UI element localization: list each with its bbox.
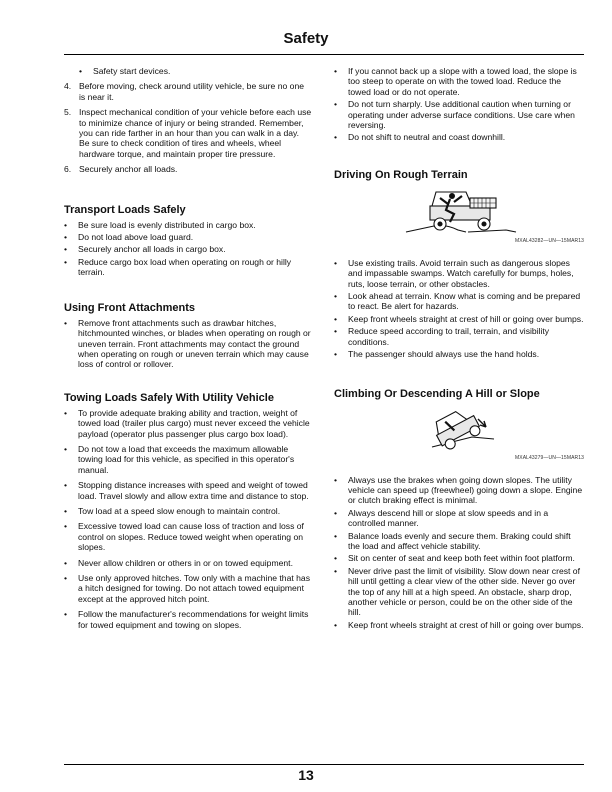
intro-bullet-text: Safety start devices. [93,66,171,76]
list-item-text: To provide adequate braking ability and traction, weight of towed load (trailer plus cargo) must never exceed the vehicle payload (operator plus passenger plus cargo box load). [78,407,310,439]
item-text: Inspect mechanical condition of your vehicle before each use to minimize chance of injury or being stranded. Remember, you can ride farther in an hour than you can walk in a day. [79,107,312,139]
towing-list [64,408,312,630]
item-number: 6. [64,164,72,175]
bullet-mark: • [334,313,338,324]
section-title-rough-terrain: Driving On Rough Terrain [334,168,468,181]
bullet-mark: • [64,443,68,454]
list-item [64,609,312,630]
item-number: 5. [64,107,72,118]
bullet-mark: • [334,99,338,110]
list-item [64,506,312,516]
list-item-text: Never drive past the limit of visibility. Slow down near crest of hill until getting a clear view of the other side. Never go over the top of any hill at a high speed. An obstacle, sharp drop, another vehicle or person, could be on the other side of the hill. [348,565,580,618]
bullet-mark: • [334,291,338,302]
list-item-text: Follow the manufacturer's recommendations for weight limits for towed equipment and towing on slopes. [78,609,309,630]
item-text-block [79,107,312,159]
list-item-text: Sit on center of seat and keep both feet within foot platform. [348,553,575,564]
list-item-text: Excessive towed load can cause loss of traction and loss of control on slopes. Reduce towed weight when operating on slopes. [78,521,304,553]
section-title-transport: Transport Loads Safely [64,203,186,216]
bullet-mark: • [64,521,68,532]
list-item-text: Keep front wheels straight at crest of hill or going over bumps. [348,313,584,324]
rough-terrain-illustration [334,188,584,238]
list-item [64,521,312,552]
item-number: 4. [64,81,72,92]
front-list [64,318,312,370]
list-item-text: Do not shift to neutral and coast downhill. [348,132,506,143]
list-item [64,573,312,604]
bullet-mark: • [64,219,68,230]
list-item-text: Balance loads evenly and secure them. Braking could shift the load and affect vehicle stability. [348,530,571,551]
list-item-text: Never allow children or others in or on towed equipment. [78,557,293,568]
list-item-text: Stopping distance increases with speed and weight of towed load. Travel slowly and allow extra time and distance to stop. [78,480,309,501]
bullet-mark: • [334,257,338,268]
list-item [334,553,584,563]
bullet-mark: • [334,349,338,360]
numbered-item-5 [64,107,312,159]
list-item-text: Reduce speed according to trail, terrain, and visibility conditions. [348,326,550,347]
list-item [334,326,584,347]
list-item [334,349,584,359]
towing-cont-list [334,66,584,143]
list-item [334,475,584,506]
list-item [334,291,584,312]
list-item-text: Keep front wheels straight at crest of hill or going over bumps. [348,619,584,630]
rough-terrain-figure [334,188,584,244]
hill-slope-figure [334,407,584,461]
footer-rule [64,764,584,765]
right-column [334,66,584,632]
intro-bullet [79,66,312,76]
list-item [334,99,584,130]
list-item [334,566,584,618]
list-item [334,258,584,289]
numbered-item-6 [64,164,312,174]
list-item-text: Use only approved hitches. Tow only with a machine that has a hitch designed for towing. Do not attach towed equipment except at the approved hitch point. [78,573,311,604]
bullet-mark: • [334,507,338,518]
list-item [64,444,312,475]
list-item-text: Remove front attachments such as drawbar hitches, hitchmounted winches, or blades when operating on rough or uneven terrain. Front attachments may contact the ground when operating on rough or uneven terrain which may cause loss of control or rollover. [78,317,311,370]
list-item-text: Do not load above load guard. [78,232,194,243]
bullet-mark: • [64,480,68,491]
bullet-mark: • [334,66,338,76]
list-item [64,244,312,254]
list-item-text: Tow load at a speed slow enough to maintain control. [78,505,281,516]
list-item [64,318,312,370]
list-item [334,66,584,97]
list-item-text: Do not turn sharply. Use additional caution when turning or operating under adverse surface conditions. Use care when reversing. [348,99,575,131]
list-item-text: Securely anchor all loads in cargo box. [78,244,226,255]
bullet-mark: • [64,256,68,267]
list-item-text: Do not tow a load that exceeds the maximum allowable towing load for this vehicle, as specified in this operator's manual. [78,443,295,475]
bullet-mark: • [64,505,68,516]
bullet-mark: • [79,66,83,76]
list-item-text: Always descend hill or slope at slow speeds and in a controlled manner. [348,507,549,529]
list-item-text: Always use the brakes when going down slopes. The utility vehicle can speed up (freewheel) going down a slope. Engine or clutch braking effect is minimal. [348,474,583,506]
transport-list [64,220,312,278]
bullet-mark: • [64,232,68,243]
bullet-mark: • [334,619,338,630]
section-title-front-attachments: Using Front Attachments [64,301,195,314]
figure-caption: MXAL43279—UN—15MAR13 [515,454,584,461]
hill-list [334,475,584,631]
bullet-mark: • [64,407,68,418]
list-item [64,480,312,501]
list-item [334,531,584,552]
list-item [334,620,584,630]
hill-slope-illustration [334,407,584,455]
list-item [64,558,312,568]
item-note: Be sure to check condition of tires and wheels, wheel hardware torque, and maintain proper tire pressure. [79,138,282,159]
bullet-mark: • [64,244,68,255]
list-item-text: Look ahead at terrain. Know what is coming and be prepared to react. Be alert for hazards. [348,291,581,312]
list-item-text: If you cannot back up a slope with a towed load, the slope is too steep to operate on with the towed load. Reduce the towed load or do not operate. [348,66,577,97]
item-text: Securely anchor all loads. [79,164,178,175]
bullet-mark: • [334,530,338,541]
list-item-text: The passenger should always use the hand holds. [348,349,540,360]
list-item [64,220,312,230]
bullet-mark: • [334,474,338,485]
bullet-mark: • [334,565,338,576]
list-item [334,132,584,142]
bullet-mark: • [64,317,68,328]
item-text: Before moving, check around utility vehicle, be sure no one is near it. [79,81,304,102]
bullet-mark: • [64,557,68,568]
bullet-mark: • [334,553,338,564]
bullet-mark: • [334,132,338,143]
list-item-text: Use existing trails. Avoid terrain such as dangerous slopes and impassable swamps. Watch carefully for bumps, holes, ruts, loose terrain, or other obstacles. [348,257,574,289]
rough-list [334,258,584,360]
section-title-hill-slope: Climbing Or Descending A Hill or Slope [334,387,540,400]
list-item [334,314,584,324]
list-item [64,257,312,278]
list-item [334,508,584,529]
list-item-text: Be sure load is evenly distributed in cargo box. [78,219,256,230]
bullet-mark: • [64,609,68,620]
figure-caption: MXAL43282—UN—15MAR13 [515,237,584,244]
numbered-item-4 [64,81,312,102]
bullet-mark: • [334,326,338,337]
list-item [64,408,312,439]
bullet-mark: • [64,573,68,583]
header-rule [64,54,584,55]
list-item-text: Reduce cargo box load when operating on rough or hilly terrain. [78,256,292,278]
left-column [64,66,312,635]
section-title-towing: Towing Loads Safely With Utility Vehicle [64,391,274,404]
page-title: Safety [283,30,329,47]
page-number: 13 [298,767,314,783]
list-item [64,232,312,242]
